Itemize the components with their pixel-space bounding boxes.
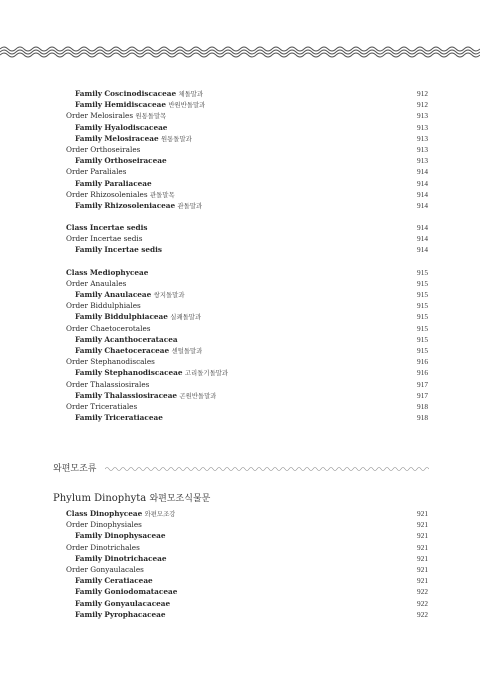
toc-taxon-name: Orthoseirales [90, 144, 141, 154]
toc-page-number: 912 [417, 100, 428, 110]
toc-entry-family [66, 609, 428, 620]
toc-rank: Class [66, 509, 88, 518]
toc-rank: Family [75, 312, 103, 322]
toc-page-number: 915 [417, 323, 428, 333]
toc-rank: Order [66, 520, 88, 530]
toc-page-number: 914 [417, 178, 428, 188]
toc-rank: Family [75, 390, 103, 400]
toc-page-number: 916 [417, 357, 428, 367]
toc-rank: Family [75, 413, 103, 423]
toc-taxon-name: Chaetocerotales [90, 323, 151, 333]
toc-entry-label [66, 155, 167, 166]
toc-taxon-name: Paraliaceae [104, 178, 152, 188]
toc-rank: Family [75, 598, 103, 608]
toc-page-number: 914 [417, 200, 428, 210]
toc-entry-label [66, 542, 140, 553]
toc-rank: Order [66, 144, 88, 154]
toc-rank: Family [75, 156, 103, 166]
toc-taxon-name: Anaulaceae [104, 290, 152, 299]
toc-page-number: 915 [417, 334, 428, 344]
toc-taxon-name: Melosirales [90, 111, 134, 121]
toc-rank: Order [66, 278, 88, 288]
toc-entry-family [66, 122, 428, 133]
toc-taxon-name: Coscinodiscaceae [104, 89, 177, 98]
toc-entry-family [66, 311, 428, 322]
toc-rank: Family [75, 345, 103, 355]
toc-korean-name: 센털돌말과 [171, 346, 203, 355]
toc-rank: Order [66, 564, 88, 574]
toc-taxon-name: Dinophysiales [90, 520, 142, 530]
toc-entry-family [66, 99, 428, 110]
toc-entry-order [66, 401, 428, 412]
toc-page-number: 921 [417, 542, 428, 552]
toc-entry-label [66, 200, 202, 212]
toc-korean-name: 고리돌기돌말과 [184, 369, 229, 378]
toc-rank: Family [75, 245, 103, 255]
toc-page-number: 917 [417, 379, 428, 389]
toc-entry-label [66, 553, 167, 564]
toc-entry-family [66, 178, 428, 189]
toc-page-number: 918 [417, 413, 428, 423]
toc-page-number: 918 [417, 401, 428, 411]
toc-entry-label [66, 564, 144, 575]
toc-entry-family [66, 244, 428, 255]
toc-taxon-name: Dinophysaceae [104, 531, 166, 541]
toc-taxon-name: Triceratiaceae [104, 413, 163, 423]
toc-taxon-name: Melosiraceae [104, 133, 159, 143]
dinophyta-toc-list [66, 508, 428, 620]
toc-entry-label [66, 412, 163, 423]
toc-page-number: 915 [417, 345, 428, 355]
toc-taxon-name: Acanthoceratacea [104, 334, 178, 344]
toc-taxon-name: Stephanodiscaceae [104, 368, 183, 378]
toc-page-number: 915 [417, 278, 428, 288]
toc-taxon-name: Anaulales [90, 278, 127, 288]
toc-taxon-name: Incertae sedis [89, 223, 148, 233]
toc-taxon-name: Chaetoceraceae [104, 345, 170, 355]
toc-entry-label [66, 233, 143, 244]
toc-taxon-name: Dinotrichales [90, 542, 140, 552]
toc-page-number: 914 [417, 223, 428, 233]
toc-korean-name: 관돌말과 [177, 201, 203, 210]
toc-taxon-name: Hyalodiscaceae [104, 122, 168, 132]
toc-entry-order [66, 278, 428, 289]
toc-page-number: 916 [417, 368, 428, 378]
toc-entry-label [66, 144, 140, 155]
toc-entry-order [66, 542, 428, 553]
toc-entry-family [66, 88, 428, 99]
toc-entry-family [66, 133, 428, 144]
toc-rank: Family [75, 122, 103, 132]
toc-entry-label [66, 334, 178, 345]
toc-taxon-name: Mediophyceae [89, 267, 149, 277]
toc-rank: Order [66, 167, 88, 177]
toc-rank: Order [66, 542, 88, 552]
toc-entry-order [66, 323, 428, 334]
toc-entry-label [66, 575, 153, 586]
toc-rank: Family [75, 133, 103, 143]
toc-entry-family [66, 345, 428, 356]
section-title: 와편모조류 [53, 464, 97, 474]
toc-taxon-name: Hemidiscaceae [104, 100, 166, 110]
group-spacer [66, 256, 428, 267]
toc-taxon-name: Ceratiaceae [104, 576, 153, 586]
toc-rank: Family [75, 89, 103, 98]
toc-entry-label [66, 267, 148, 278]
toc-taxon-name: Gonyaulacaceae [104, 598, 171, 608]
toc-page-number: 913 [417, 144, 428, 154]
toc-entry-family [66, 412, 428, 423]
toc-entry-family [66, 390, 428, 401]
phylum-korean-name: 와편모조식물문 [149, 494, 211, 504]
group-spacer [66, 211, 428, 222]
toc-entry-class [66, 508, 428, 519]
toc-entry-label [66, 222, 148, 233]
toc-entry-order [66, 189, 428, 200]
toc-korean-name: 원통돌말목 [135, 112, 167, 121]
toc-entry-family [66, 530, 428, 541]
toc-rank: Order [66, 379, 88, 389]
toc-entry-order [66, 233, 428, 244]
toc-korean-name: 원통돌말과 [160, 134, 192, 143]
toc-page-number: 915 [417, 301, 428, 311]
toc-korean-name: 곤원반돌말과 [179, 391, 217, 400]
toc-taxon-name: Thalassiosirales [90, 379, 150, 389]
toc-entry-class [66, 267, 428, 278]
toc-rank: Family [75, 100, 103, 110]
toc-rank: Family [75, 178, 103, 188]
toc-entry-label [66, 586, 177, 597]
toc-entry-label [66, 401, 137, 412]
toc-rank: Family [75, 609, 103, 619]
toc-entry-order [66, 166, 428, 177]
toc-taxon-name: Dinophyceae [89, 509, 143, 518]
toc-taxon-name: Goniodomataceae [104, 587, 178, 597]
toc-page-number: 914 [417, 234, 428, 244]
toc-entry-label [66, 244, 162, 255]
toc-rank: Family [75, 553, 103, 563]
toc-taxon-name: Rhizosoleniaceae [104, 200, 176, 210]
toc-entry-family [66, 334, 428, 345]
toc-taxon-name: Rhizosoleniales [90, 189, 148, 199]
toc-page-number: 913 [417, 122, 428, 132]
toc-page-number: 912 [417, 89, 428, 98]
toc-entry-label [66, 178, 152, 189]
toc-entry-order [66, 519, 428, 530]
toc-entry-family [66, 553, 428, 564]
toc-page-number: 922 [417, 598, 428, 608]
toc-rank: Class [66, 267, 88, 277]
toc-page-number: 922 [417, 587, 428, 597]
toc-page-number: 922 [417, 609, 428, 619]
toc-page-number: 915 [417, 312, 428, 322]
toc-entry-order [66, 564, 428, 575]
toc-entry-label [66, 166, 126, 177]
toc-page-number: 921 [417, 564, 428, 574]
toc-entry-label [66, 300, 141, 311]
toc-rank: Order [66, 234, 88, 244]
toc-taxon-name: Biddulphiaceae [104, 312, 168, 322]
toc-entry-order [66, 379, 428, 390]
toc-korean-name: 체돌말과 [178, 90, 204, 98]
toc-taxon-name: Biddulphiales [90, 301, 141, 311]
toc-page-number: 921 [417, 576, 428, 586]
toc-taxon-name: Incertae sedis [90, 234, 143, 244]
toc-entry-order [66, 356, 428, 367]
toc-entry-family [66, 586, 428, 597]
toc-page-number: 915 [417, 290, 428, 299]
toc-page-number: 913 [417, 111, 428, 121]
section-wave-divider [105, 466, 429, 472]
toc-rank: Family [75, 576, 103, 586]
toc-korean-name: 관돌말목 [149, 190, 175, 199]
toc-entry-family [66, 155, 428, 166]
toc-entry-label [66, 530, 166, 541]
toc-page-number: 921 [417, 553, 428, 563]
toc-page-number: 914 [417, 189, 428, 199]
toc-korean-name: 와편모조강 [144, 510, 176, 518]
toc-entry-label [66, 356, 155, 367]
toc-taxon-name: Gonyaulacales [90, 564, 144, 574]
phylum-latin-name: Phylum Dinophyta [53, 493, 147, 504]
toc-entry-order [66, 110, 428, 121]
section-heading [53, 462, 429, 476]
toc-entry-order [66, 144, 428, 155]
toc-rank: Order [66, 401, 88, 411]
toc-rank: Family [75, 290, 103, 299]
toc-taxon-name: Triceratiales [90, 401, 138, 411]
toc-entry-label [66, 519, 142, 530]
toc-entry-class [66, 222, 428, 233]
toc-page-number: 921 [417, 509, 428, 518]
toc-page-number: 917 [417, 390, 428, 400]
toc-rank: Order [66, 189, 88, 199]
toc-korean-name: 실쾌돌말과 [170, 313, 202, 322]
toc-entry-family [66, 367, 428, 378]
toc-entry-label [66, 278, 126, 289]
toc-rank: Family [75, 334, 103, 344]
diatom-toc-list [66, 88, 428, 423]
toc-taxon-name: Incertae sedis [104, 245, 163, 255]
toc-page-number: 914 [417, 167, 428, 177]
toc-taxon-name: Pyrophacaceae [104, 609, 166, 619]
phylum-heading [53, 492, 210, 506]
toc-entry-family [66, 289, 428, 300]
toc-entry-order [66, 300, 428, 311]
toc-rank: Order [66, 111, 88, 121]
toc-page-number: 914 [417, 245, 428, 255]
top-wave-decoration [0, 44, 480, 60]
toc-taxon-name: Stephanodiscales [90, 357, 155, 367]
toc-page-number: 921 [417, 520, 428, 530]
toc-rank: Family [75, 531, 103, 541]
toc-page-number: 913 [417, 156, 428, 166]
toc-page-number: 915 [417, 267, 428, 277]
toc-page-number: 921 [417, 531, 428, 541]
toc-rank: Order [66, 301, 88, 311]
toc-taxon-name: Orthoseiraceae [104, 156, 167, 166]
toc-entry-label [66, 122, 167, 133]
toc-korean-name: 반원반돌말과 [168, 101, 206, 110]
toc-taxon-name: Thalassiosiraceae [104, 390, 178, 400]
toc-page-number: 913 [417, 133, 428, 143]
toc-entry-label [66, 323, 151, 334]
toc-entry-family [66, 598, 428, 609]
toc-entry-label [66, 609, 166, 620]
toc-rank: Class [66, 223, 88, 233]
toc-taxon-name: Dinotrichaceae [104, 553, 167, 563]
toc-rank: Order [66, 357, 88, 367]
toc-entry-label [66, 598, 170, 609]
toc-korean-name: 쌍지돌말과 [153, 291, 185, 299]
toc-rank: Family [75, 368, 103, 378]
toc-rank: Order [66, 323, 88, 333]
toc-entry-label [66, 379, 149, 390]
toc-taxon-name: Paraliales [90, 167, 127, 177]
toc-rank: Family [75, 587, 103, 597]
toc-entry-family [66, 200, 428, 211]
toc-entry-family [66, 575, 428, 586]
toc-rank: Family [75, 200, 103, 210]
